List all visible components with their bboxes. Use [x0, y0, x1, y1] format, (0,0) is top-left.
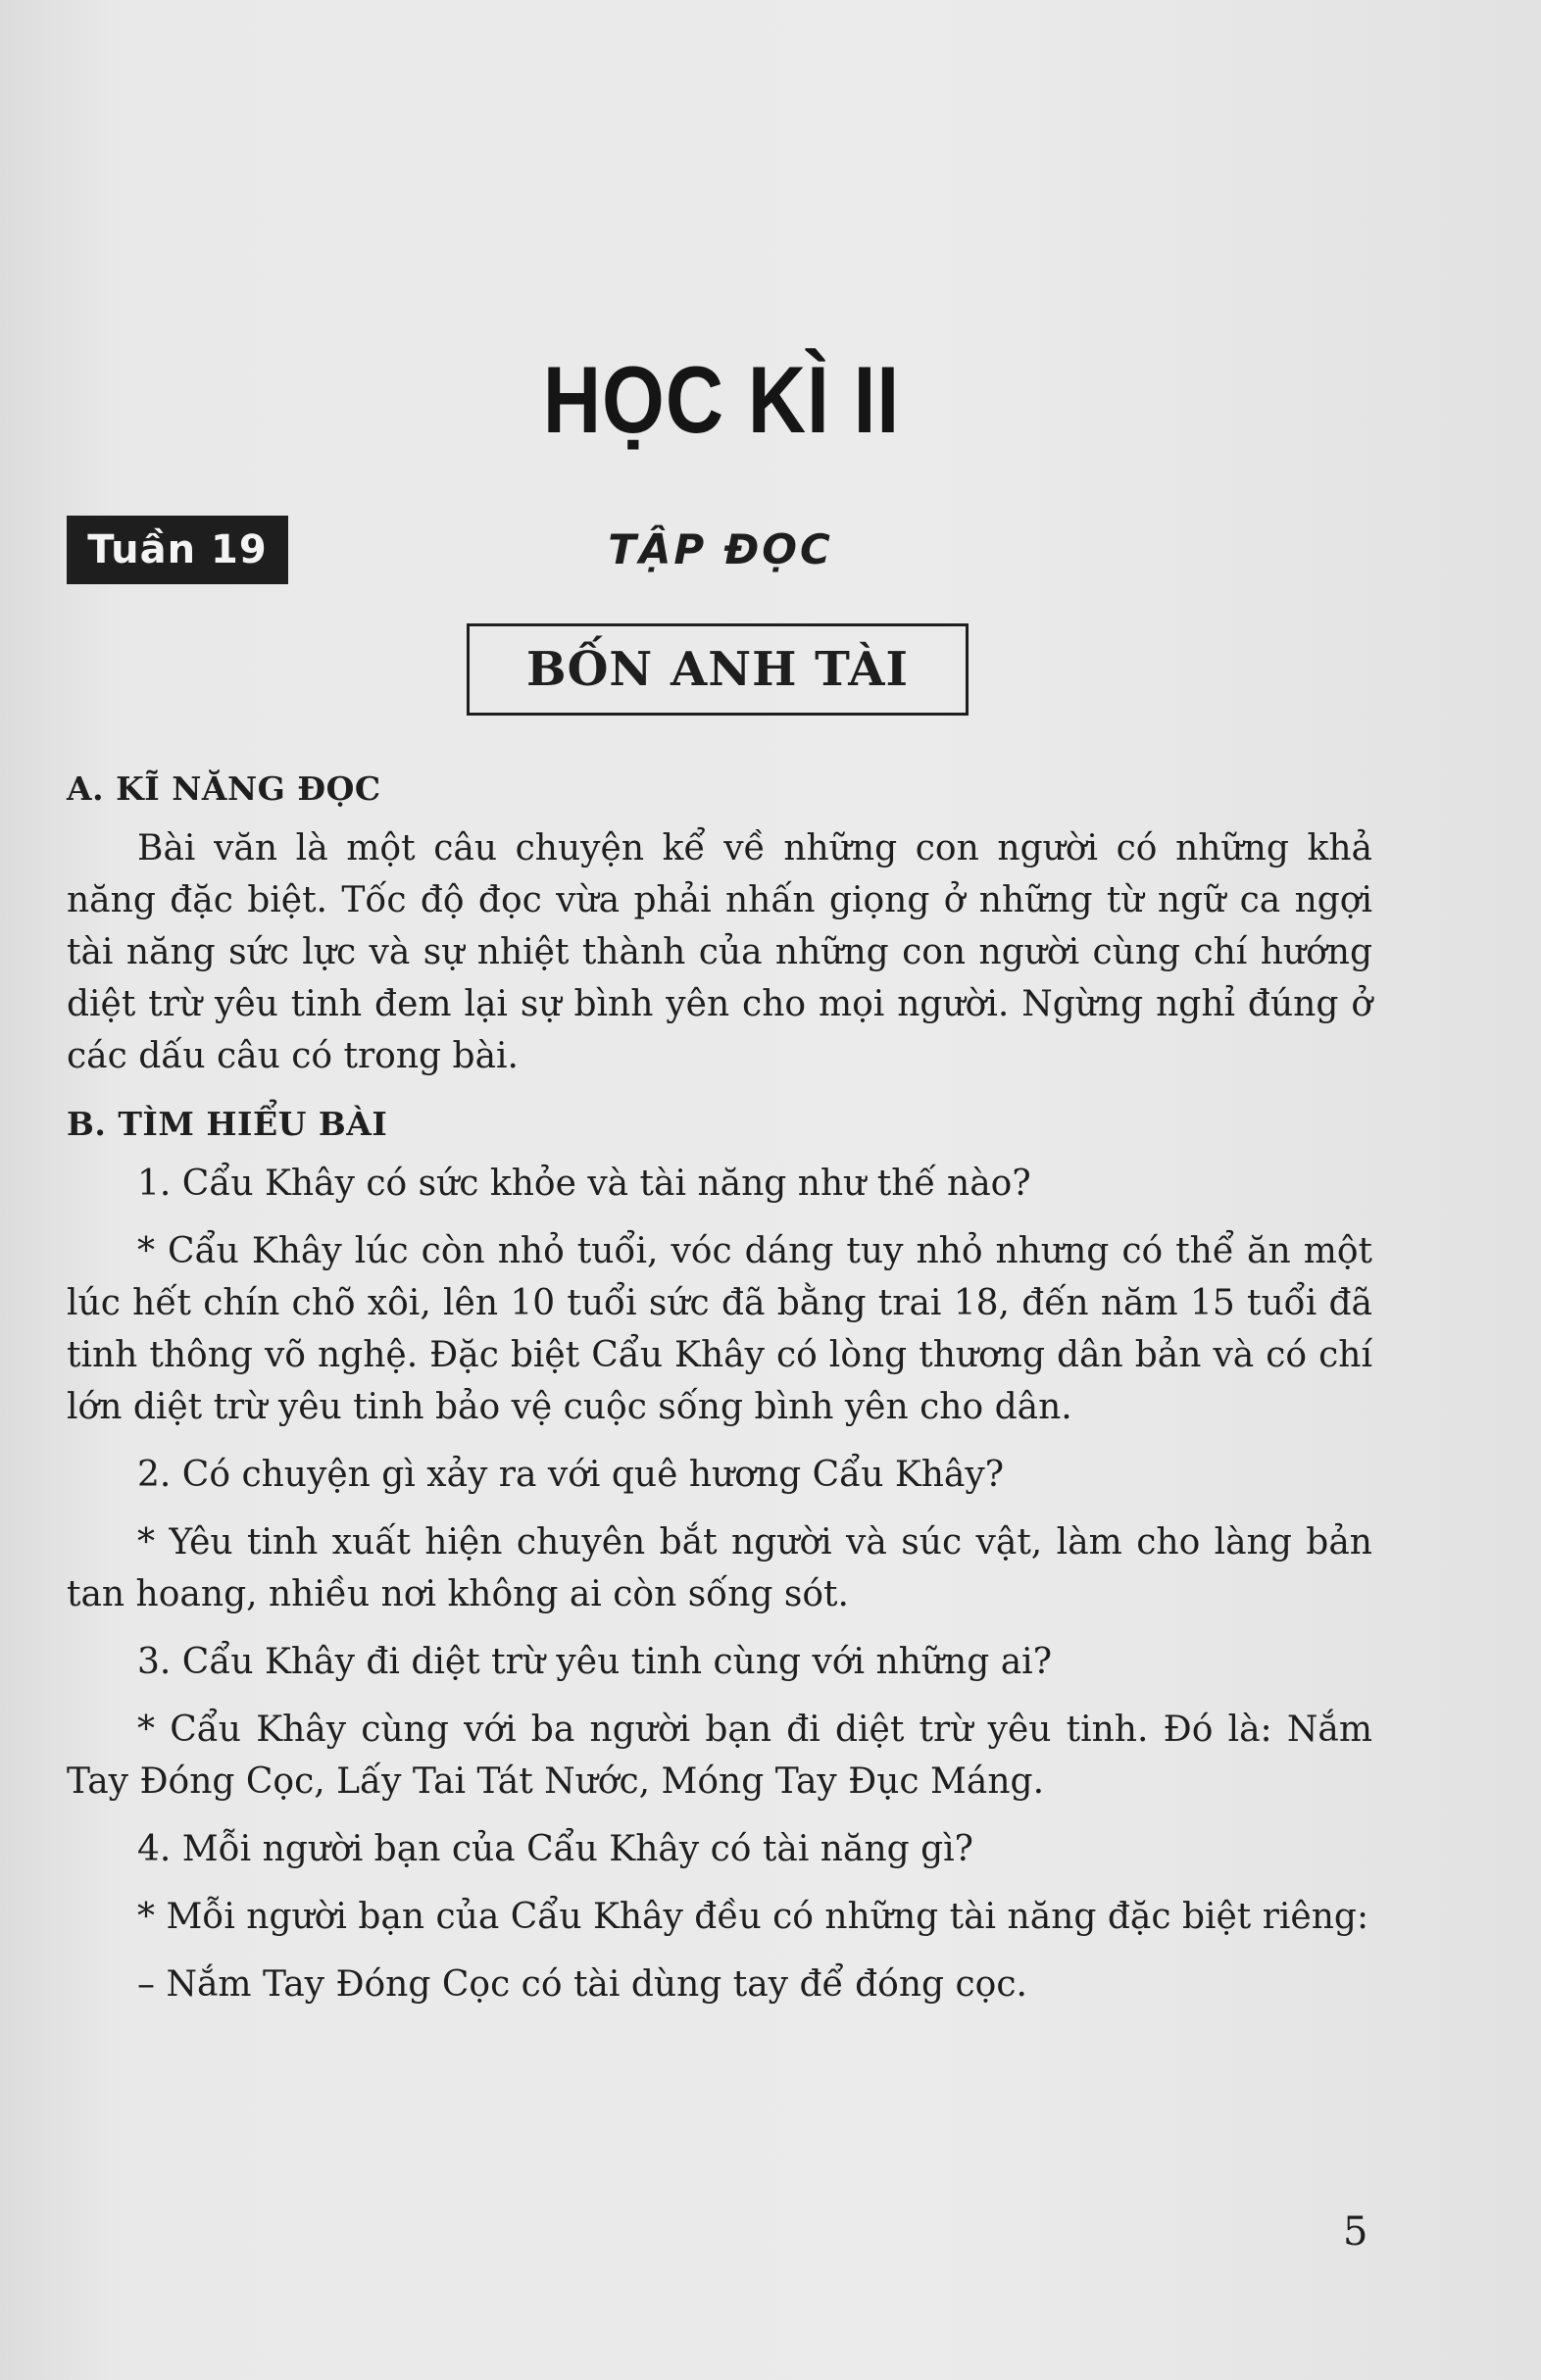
answer-3: * Cẩu Khây cùng với ba người bạn đi diệt trừ yêu tinh. Đó là: Nắm Tay Đóng Cọc, Lấy Tai Tát Nước, Móng Tay Đục Máng.: [67, 1710, 1372, 1802]
section-name: TẬP ĐỌC: [608, 525, 833, 573]
question-3: 3. Cẩu Khây đi diệt trừ yêu tinh cùng với những ai?: [137, 1642, 1052, 1682]
lesson-title: BỐN ANH TÀI: [526, 642, 909, 697]
answer-4-bullet-1: – Nắm Tay Đóng Cọc có tài dùng tay để đóng cọc.: [137, 1964, 1027, 2005]
week-badge: Tuần 19: [67, 516, 288, 584]
answer-1: * Cẩu Khây lúc còn nhỏ tuổi, vóc dáng tuy nhỏ nhưng có thể ăn một lúc hết chín chõ xôi, lên 10 tuổi sức đã bằng trai 18, đến năm 15 tuổi đã tinh thông võ nghệ. Đặc biệt Cẩu Khây có lòng thương dân bản và có chí lớn diệt trừ yêu tinh bảo vệ cuộc sống bình yên cho dân.: [67, 1231, 1372, 1427]
reading-skill-paragraph: Bài văn là một câu chuyện kể về những con người có những khả năng đặc biệt. Tốc độ đọc vừa phải nhấn giọng ở những từ ngữ ca ngợi tài năng sức lực và sự nhiệt thành của những con người cùng chí hướng diệt trừ yêu tinh đem lại sự bình yên cho mọi người. Ngừng nghỉ đúng ở các dấu câu có trong bài.: [67, 828, 1372, 1076]
page-number: 5: [1343, 2209, 1368, 2255]
reading-skill-heading: A. KĨ NĂNG ĐỌC: [67, 769, 381, 808]
question-2: 2. Có chuyện gì xảy ra với quê hương Cẩu Khây?: [137, 1455, 1005, 1495]
semester-title: HỌC KÌ II: [542, 347, 901, 454]
lesson-title-box: [467, 623, 969, 716]
question-1: 1. Cẩu Khây có sức khỏe và tài năng như thế nào?: [137, 1164, 1031, 1204]
question-4: 4. Mỗi người bạn của Cẩu Khây có tài năng gì?: [137, 1829, 973, 1869]
answer-4: * Mỗi người bạn của Cẩu Khây đều có những tài năng đặc biệt riêng:: [137, 1897, 1369, 1937]
page-content: [67, 763, 1372, 2026]
answer-2: * Yêu tinh xuất hiện chuyên bắt người và súc vật, làm cho làng bản tan hoang, nhiều nơi không ai còn sống sót.: [67, 1522, 1372, 1614]
comprehension-heading: B. TÌM HIỂU BÀI: [67, 1105, 388, 1143]
